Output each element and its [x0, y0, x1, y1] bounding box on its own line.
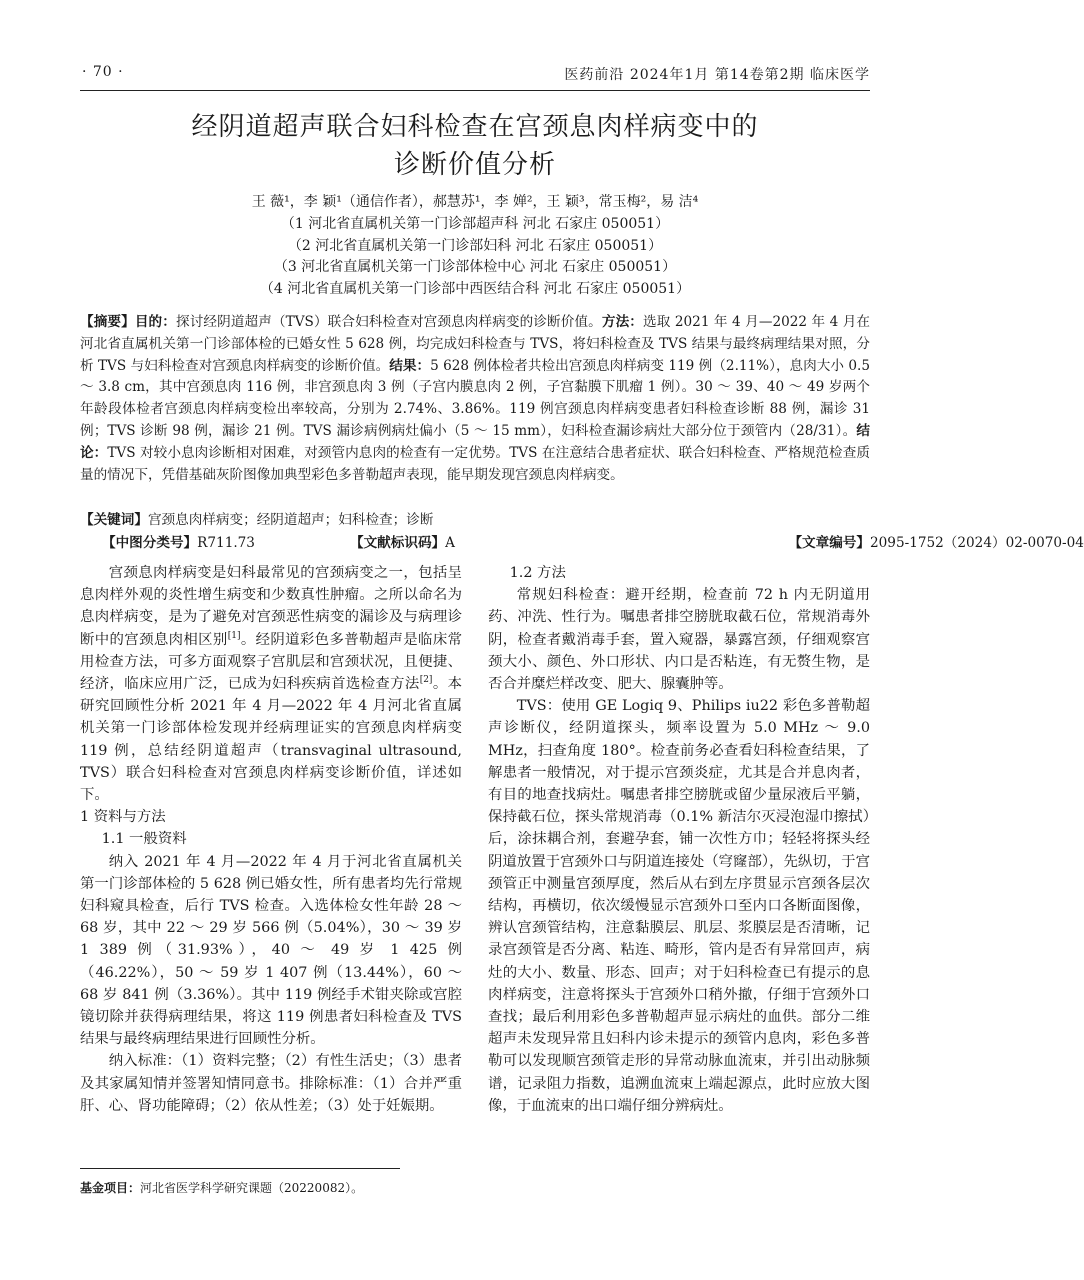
- reference-1[interactable]: [1]: [227, 630, 241, 641]
- classification-line: [80, 533, 1084, 553]
- journal-info: 医药前沿 2024年1月 第14卷第2期 临床医学: [564, 67, 870, 83]
- reference-2[interactable]: [2]: [419, 675, 433, 686]
- tvs-paragraph: TVS：使用 GE Logiq 9、Philips iu22 彩色多普勒超声诊断仪，经阴道探头，频率设置为 5.0 MHz ～ 9.0 MHz，扫查角度 180°。检查前务必查看妇科检查结果，了解患者一般情况，对于提示宫颈炎症，尤其是合并息肉者，有目的地查找病灶。嘱患者排空膀胱或留少量尿液后平躺，保持截石位，探头常规消毒（0.1% 新洁尔灭浸泡湿巾擦拭）后，涂抹耦合剂，套避孕套，铺一次性方巾；轻轻将探头经阴道放置于宫颈外口与阴道连接处（穹窿部），先纵切，于宫颈管正中测量宫颈厚度，然后从右到左序贯显示宫颈各层次结构，再横切，依次缓慢显示宫颈外口至内口各断面图像，辨认宫颈管结构，注意黏膜层、肌层、浆膜层是否清晰，记录宫颈管是否分离、粘连、畸形，管内是否有异常回声，病灶的大小、数量、形态、回声；对于妇科检查已有提示的息肉样病变，注意将探头于宫颈外口稍外撤，仔细于宫颈外口查找；最后利用彩色多普勒超声显示病灶的血供。部分二维超声未发现异常且妇科内诊未提示的颈管内息肉，彩色多普勒可以发现顺宫颈管走形的异常动脉血流束，并引出动脉频谱，记录阻力指数，追溯血流束上端起源点，此时应放大图像，于血流束的出口端仔细分辨病灶。: [488, 698, 870, 1114]
- abstract-label: 【摘要】: [80, 314, 135, 330]
- intro-paragraph: [80, 562, 462, 806]
- article-title: [80, 108, 870, 184]
- funding-label: 基金项目：: [80, 1181, 141, 1195]
- clc-label: 【中图分类号】: [102, 535, 198, 551]
- general-data-paragraph: 纳入 2021 年 4 月—2022 年 4 月于河北省直属机关第一门诊部体检的 5 628 例已婚女性，所有患者均先行常规妇科窥具检查，后行 TVS 检查。入选体检女性年龄 28 ～ 68 岁，其中 22 ～ 29 岁 566 例（5.04%），30 ～ 39 岁 1 389 例（31.93%），40 ～ 49 岁 1 425 例（46.22%），50 ～ 59 岁 1 407 例（13.44%），60 ～ 68 岁 841 例（3.36%）。其中 119 例经手术钳夹除或宫腔镜切除并获得病理结果，将这 119 例患者妇科检查及 TVS 结果与最终病理结果进行回顾性分析。: [80, 853, 462, 1048]
- doc-value: A: [445, 535, 455, 551]
- intro-text-b: 。经阴道彩色多普勒超声是临床常用检查方法，可多方面观察子宫肌层和宫颈状况，且便捷、经济，临床应用广泛，已成为妇科疾病首选检查方法: [80, 631, 462, 693]
- results-label: 结果：: [389, 357, 431, 374]
- affiliation-2: （2 河北省直属机关第一门诊部妇科 河北 石家庄 050051）: [287, 237, 663, 254]
- funding-text: 河北省医学科学研究课题（20220082）。: [140, 1181, 364, 1195]
- methods-label: 方法：: [601, 314, 644, 330]
- article-number: [788, 533, 1084, 553]
- article-label: 【文章编号】: [788, 535, 870, 551]
- objective-label: 目的：: [134, 314, 176, 330]
- objective-text: 探讨经阴道超声（TVS）联合妇科检查对宫颈息肉样病变的诊断价值。: [175, 314, 602, 330]
- routine-exam-paragraph: 常规妇科检查：避开经期，检查前 72 h 内无阴道用药、冲洗、性行为。嘱患者排空膀胱取截石位，常规消毒外阴，检查者戴消毒手套，置入窥器，暴露宫颈，仔细观察宫颈大小、颜色、外口形状、内口是否粘连，有无赘生物，是否合并糜烂样改变、肥大、腺囊肿等。: [488, 587, 870, 693]
- conclusion-text: TVS 对较小息肉诊断相对困难，对颈管内息肉的检查有一定优势。TVS 在注意结合患者症状、联合妇科检查、严格规范检查质量的情况下，凭借基础灰阶图像加典型彩色多普勒超声表现，能早期发现宫颈息肉样病变。: [80, 444, 871, 483]
- affiliation-1: （1 河北省直属机关第一门诊部超声科 河北 石家庄 050051）: [280, 216, 670, 232]
- left-column: [80, 562, 462, 1117]
- criteria-paragraph: 纳入标准：（1）资料完整；（2）有性生活史；（3）患者及其家属知情并签署知情同意书。排除标准：（1）合并严重肝、心、肾功能障碍；（2）依从性差；（3）处于妊娠期。: [80, 1053, 462, 1114]
- keywords-text: 宫颈息肉样病变；经阴道超声；妇科检查；诊断: [147, 512, 434, 528]
- intro-text-a: 宫颈息肉样病变是妇科最常见的宫颈病变之一，包括呈息肉样外观的炎性增生病变和少数真性肿瘤。之所以命名为息肉样病变，是为了避免对宫颈恶性病变的漏诊及与病理诊断中的宫颈息肉相区别: [80, 565, 462, 648]
- section-1-2-heading: 1.2 方法: [509, 565, 566, 581]
- document-code: [350, 533, 455, 553]
- keywords: [80, 510, 870, 530]
- affiliation-4: （4 河北省直属机关第一门诊部中西医结合科 河北 石家庄 050051）: [259, 280, 691, 297]
- conclusion-label: 结论：: [80, 422, 870, 461]
- clc-code: [102, 533, 255, 553]
- page-number: · 70 ·: [82, 64, 124, 80]
- intro-text-c: 。本研究回顾性分析 2021 年 4 月—2022 年 4 月河北省直属机关第一门诊部体检发现并经病理证实的宫颈息肉样病变 119 例，总结经阴道超声（transvaginal ultrasound, TVS）联合妇科检查对宫颈息肉样病变诊断价值，详述如下。: [80, 676, 462, 804]
- author-list: 王 薇¹，李 颖¹（通信作者），郝慧苏¹，李 婵²，王 颖³，常玉梅²，易 洁⁴: [251, 194, 699, 210]
- funding-footnote: [80, 1168, 400, 1196]
- title-line-2: 诊断价值分析: [393, 150, 556, 180]
- section-1-heading: 1 资料与方法: [80, 809, 166, 826]
- clc-value: R711.73: [197, 535, 255, 551]
- title-line-1: 经阴道超声联合妇科检查在宫颈息肉样病变中的: [191, 112, 759, 142]
- abstract: [80, 312, 870, 486]
- header-rule: [80, 90, 870, 91]
- affiliations: [80, 214, 870, 300]
- section-1-1-heading: 1.1 一般资料: [101, 831, 187, 848]
- right-column: [488, 562, 870, 1117]
- results-text: 5 628 例体检者共检出宫颈息肉样病变 119 例（2.11%），息肉大小 0.5 ～ 3.8 cm，其中宫颈息肉 116 例，非宫颈息肉 3 例（子宫内膜息肉 2 例，子宫黏膜下肌瘤 1 例）。30 ～ 39、40 ～ 49 岁两个年龄段体检者宫颈息肉样病变检出率较高，分别为 2.74%、3.86%。119 例宫颈息肉样病变患者妇科检查诊断 88 例，漏诊 31 例；TVS 诊断 98 例，漏诊 21 例。TVS 漏诊病例病灶偏小（5 ～ 15 mm），妇科检查漏诊病灶大部分位于颈管内（28/31）。: [80, 357, 870, 439]
- running-header: [0, 58, 950, 86]
- keywords-label: 【关键词】: [80, 512, 148, 528]
- affiliation-3: （3 河北省直属机关第一门诊部体检中心 河北 石家庄 050051）: [273, 259, 677, 275]
- article-value: 2095-1752（2024）02-0070-04: [870, 535, 1084, 551]
- doc-label: 【文献标识码】: [350, 535, 446, 551]
- methods-text: 选取 2021 年 4 月—2022 年 4 月在河北省直属机关第一门诊部体检的已婚女性 5 628 例，均完成妇科检查与 TVS，将妇科检查及 TVS 结果与最终病理结果对照，分析 TVS 与妇科检查对宫颈息肉样病变的诊断价值。: [80, 314, 871, 374]
